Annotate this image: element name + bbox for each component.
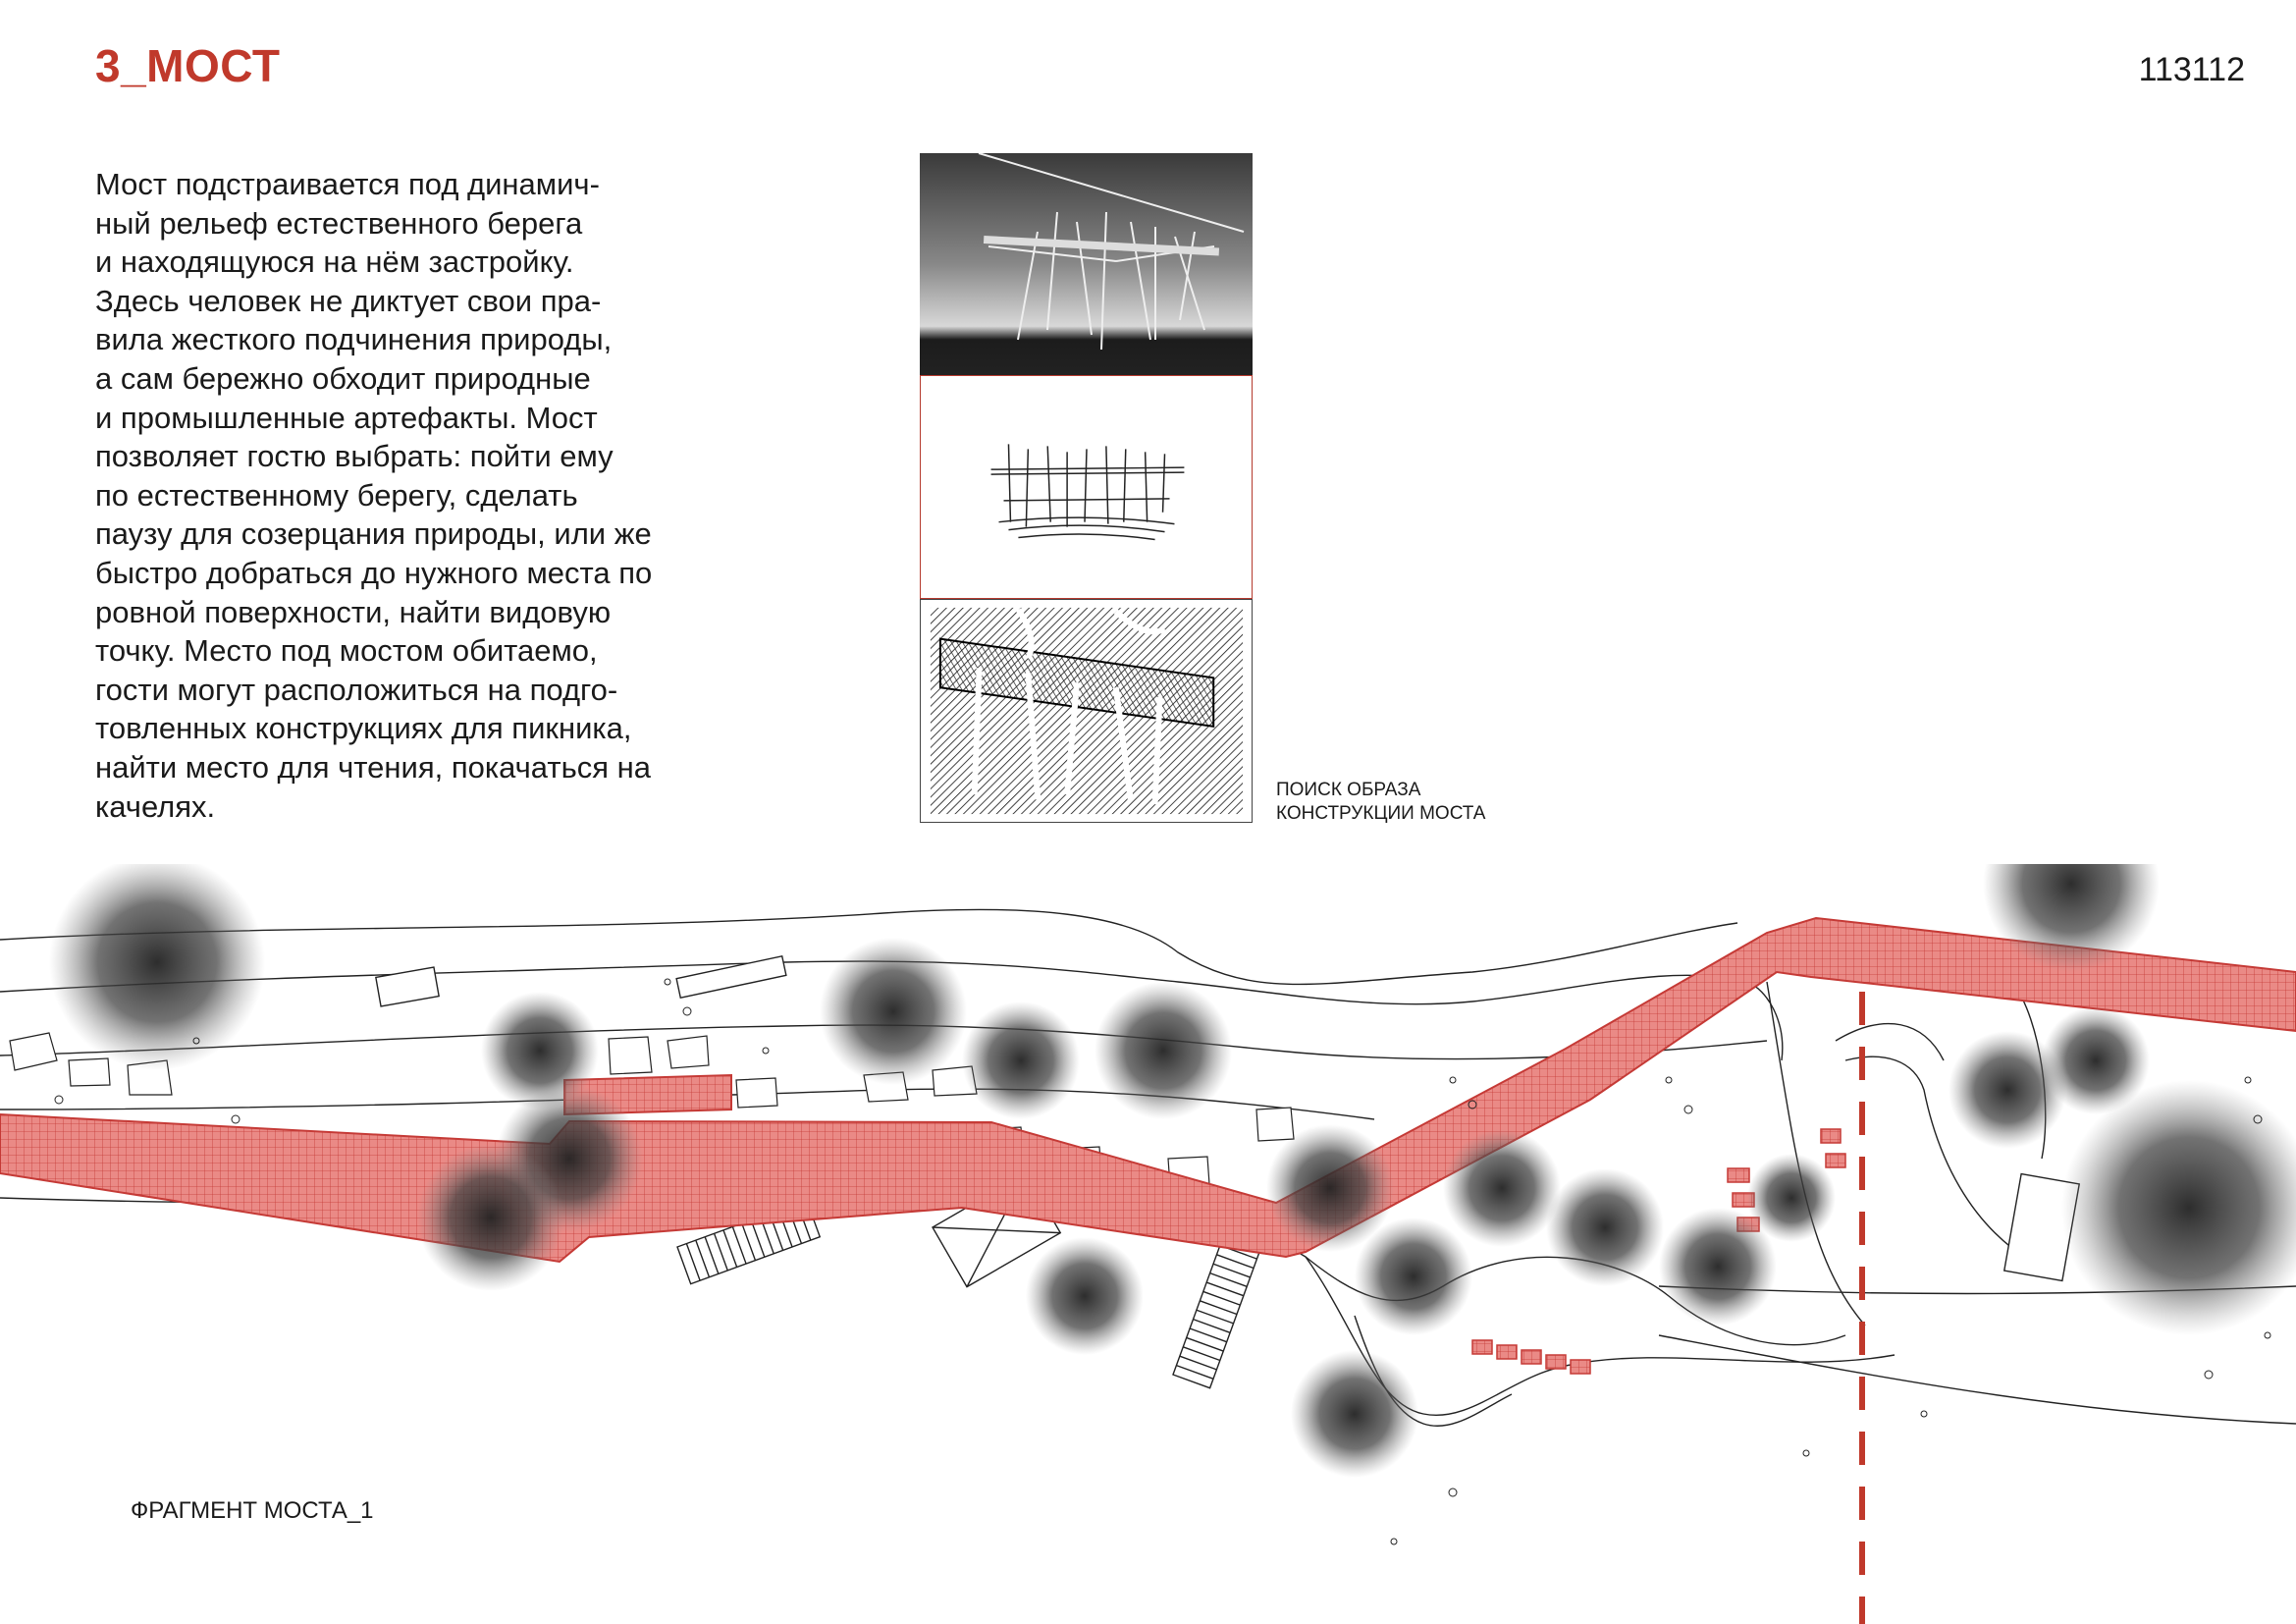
description-line: и находящуюся на нём застройку.	[95, 244, 574, 280]
description-line: гости могут расположиться на подго-	[95, 672, 618, 707]
description-line: товленных конструкциях для пикника,	[95, 711, 632, 746]
image-caption	[1276, 779, 1485, 826]
description-line: Здесь человек не диктует свои пра-	[95, 283, 602, 318]
bridge-model-photo	[920, 153, 1253, 375]
description-line: и промышленные артефакты. Мост	[95, 400, 598, 435]
caption-line: КОНСТРУКЦИИ МОСТА	[1276, 803, 1486, 824]
description-line: позволяет гостю выбрать: пойти ему	[95, 439, 614, 474]
description-line: качелях.	[95, 788, 216, 824]
bridge-sketch	[920, 375, 1253, 599]
description-line: точку. Место под мостом обитаемо,	[95, 633, 598, 669]
project-code: 113112	[2138, 51, 2245, 88]
bridge-hatched-drawing	[920, 599, 1253, 823]
description-text	[95, 165, 723, 826]
description-line: ровной поверхности, найти видовую	[95, 594, 612, 629]
description-line: вила жесткого подчинения природы,	[95, 322, 613, 357]
description-line: паузу для созерцания природы, или же	[95, 516, 652, 552]
plan-label: ФРАГМЕНТ МОСТА_1	[131, 1497, 374, 1524]
description-line: быстро добраться до нужного места по	[95, 555, 653, 590]
description-line: найти место для чтения, покачаться на	[95, 749, 651, 785]
description-line: по естественному берегу, сделать	[95, 477, 578, 513]
description-line: ный рельеф естественного берега	[95, 205, 583, 241]
description-line: Мост подстраивается под динамич-	[95, 167, 600, 201]
page-title: 3_МОСТ	[95, 40, 281, 91]
description-line: а сам бережно обходит природные	[95, 360, 591, 396]
caption-line: ПОИСК ОБРАЗА	[1276, 780, 1421, 800]
